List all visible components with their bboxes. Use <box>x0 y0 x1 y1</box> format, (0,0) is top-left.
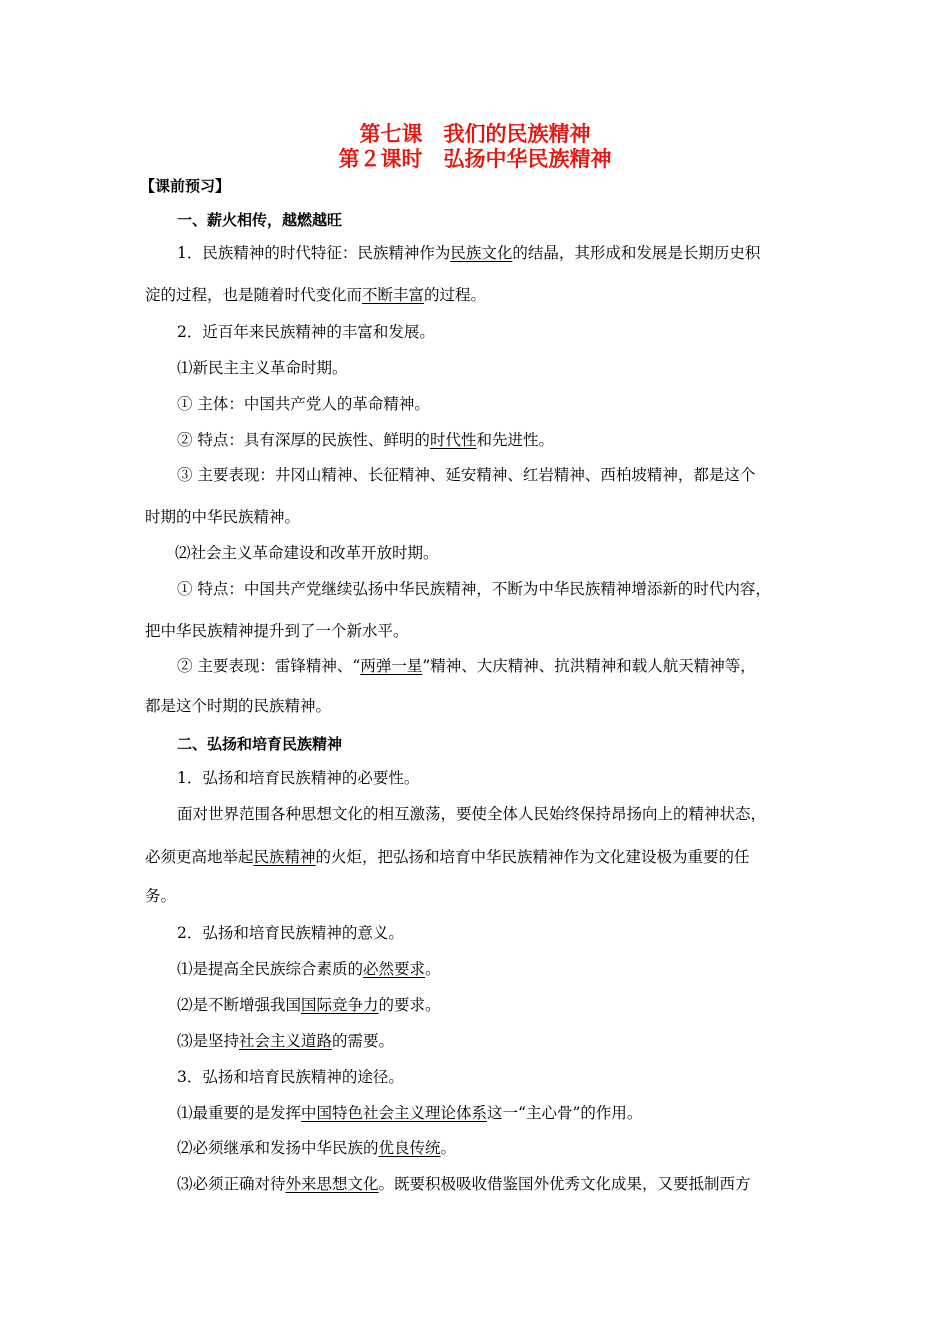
paragraph: ① 主体：中国共产党人的革命精神。 <box>177 395 430 413</box>
paragraph: 2．近百年来民族精神的丰富和发展。 <box>177 323 435 341</box>
paragraph: 务。 <box>145 887 177 905</box>
paragraph: ③ 主要表现：井冈山精神、长征精神、延安精神、红岩精神、西柏坡精神，都是这个 <box>177 466 756 484</box>
paragraph: ② 主要表现：雷锋精神、“两弹一星”精神、大庆精神、抗洪精神和载人航天精神等， <box>177 657 756 675</box>
paragraph: ⑴最重要的是发挥中国特色社会主义理论体系这一“主心骨”的作用。 <box>177 1104 643 1122</box>
section-heading-2: 二、弘扬和培育民族精神 <box>177 735 343 753</box>
paragraph: 时期的中华民族精神。 <box>145 508 301 526</box>
paragraph: ⑶是坚持社会主义道路的需要。 <box>177 1032 395 1050</box>
paragraph: ⑵是不断增强我国国际竞争力的要求。 <box>177 996 441 1014</box>
paragraph: 2．弘扬和培育民族精神的意义。 <box>177 924 404 942</box>
paragraph: 3．弘扬和培育民族精神的途径。 <box>177 1068 404 1086</box>
paragraph: ⑵社会主义革命建设和改革开放时期。 <box>175 544 439 562</box>
paragraph: 面对世界范围各种思想文化的相互激荡，要使全体人民始终保持昂扬向上的精神状态， <box>177 805 767 823</box>
paragraph: 把中华民族精神提升到了一个新水平。 <box>145 622 409 640</box>
paragraph: ⑶必须正确对待外来思想文化。既要积极吸收借鉴国外优秀文化成果，又要抵制西方 <box>177 1175 751 1193</box>
paragraph: 都是这个时期的民族精神。 <box>145 697 332 715</box>
lesson-title: 第七课 我们的民族精神 <box>359 122 591 146</box>
paragraph: ② 特点：具有深厚的民族性、鲜明的时代性和先进性。 <box>177 431 554 449</box>
paragraph: ① 特点：中国共产党继续弘扬中华民族精神，不断为中华民族精神增添新的时代内容， <box>177 580 771 598</box>
section-heading-1: 一、薪火相传，越燃越旺 <box>177 211 343 229</box>
paragraph: ⑴新民主主义革命时期。 <box>177 359 348 377</box>
paragraph: 必须更高地举起民族精神的火炬，把弘扬和培育中华民族精神作为文化建设极为重要的任 <box>145 848 750 866</box>
paragraph: ⑴是提高全民族综合素质的必然要求。 <box>177 960 441 978</box>
paragraph: 1．弘扬和培育民族精神的必要性。 <box>177 769 420 787</box>
paragraph: ⑵必须继承和发扬中华民族的优良传统。 <box>177 1139 457 1157</box>
lesson-subtitle: 第２课时 弘扬中华民族精神 <box>338 147 612 171</box>
section-label: 【课前预习】 <box>140 177 231 195</box>
paragraph: 1．民族精神的时代特征：民族精神作为民族文化的结晶，其形成和发展是长期历史积 <box>177 244 761 262</box>
paragraph: 淀的过程，也是随着时代变化而不断丰富的过程。 <box>145 286 487 304</box>
